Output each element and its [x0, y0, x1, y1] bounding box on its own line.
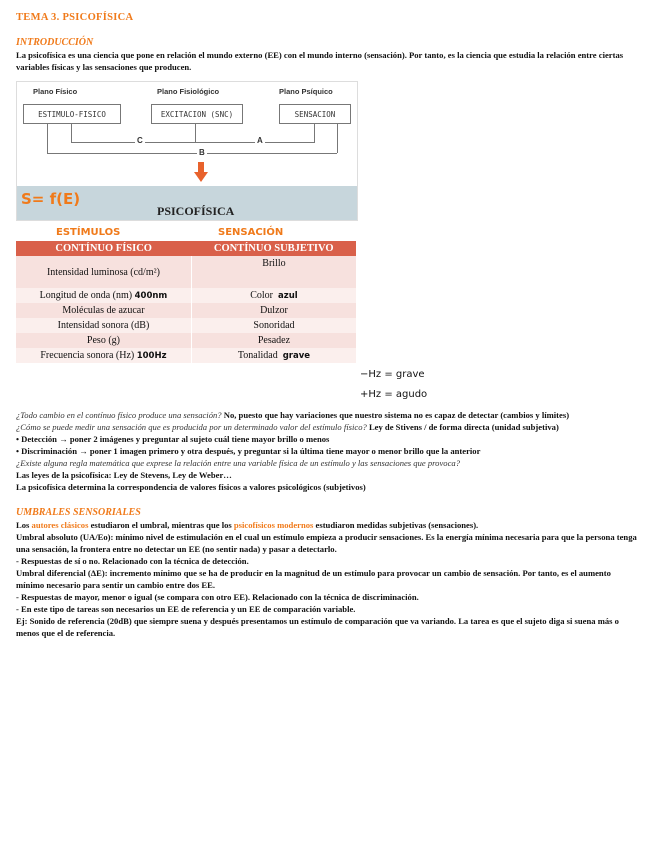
psychophysics-diagram [16, 81, 358, 221]
band-title: PSICOFÍSICA [157, 204, 235, 218]
table-cell [16, 348, 191, 363]
connector-line [314, 123, 315, 143]
handwritten-note: grave [282, 351, 311, 361]
table-cell: Intensidad luminosa (cd/m²) [16, 256, 191, 288]
answer-text: La psicofísica determina la correspondencia de valores físicos a valores psicológicos (subjetivos) [16, 482, 366, 492]
down-arrow-icon [194, 172, 208, 182]
table-cell: Pesadez [191, 333, 356, 348]
text-span: estudiaron medidas subjetivas (sensaciones). [313, 520, 479, 530]
box-excitacion: EXCITACION (SNC) [151, 104, 243, 124]
highlight-text: autores clásicos [31, 520, 89, 530]
bullet-item: • Detección → poner 2 imágenes y preguntar al sujeto cuál tiene mayor brillo o menos [16, 434, 330, 444]
formula: S= f(E) [21, 190, 81, 208]
connector-line [195, 123, 196, 143]
connector-line [71, 142, 196, 143]
cell-text: Longitud de onda (nm) [39, 290, 133, 301]
highlight-text: psicofísicos modernos [233, 520, 314, 530]
table-cell: Dulzor [191, 303, 356, 318]
connector-line [71, 123, 72, 143]
continuum-table-block [16, 227, 640, 407]
handwritten-note: 400nm [134, 291, 168, 301]
label-b: B [199, 148, 205, 157]
connector-line [337, 123, 338, 153]
table-header: CONTÍNUO FÍSICO [16, 241, 191, 256]
box-sensacion: SENSACION [279, 104, 351, 124]
table-row [16, 348, 356, 363]
list-item: - Respuestas de mayor, menor o igual (se compara con otro EE). Relacionado con la técnica de discriminación. [16, 592, 419, 602]
list-item: - Respuestas de sí o no. Relacionado con la técnica de detección. [16, 556, 249, 566]
questions-section [16, 409, 640, 493]
bullet-item: • Discriminación → poner 1 imagen primero y otra después, y preguntar si la última tiene mayor o menor brillo que la anterior [16, 446, 481, 456]
table-cell [191, 348, 356, 363]
text-span: Los [16, 520, 32, 530]
table-header-row [16, 241, 356, 256]
example-text: Ej: Sonido de referencia (20dB) que siempre suena y después presentamos un estímulo de comparación que va variando. La tarea es que el sujeto diga si suena más o menos que el de referencia. [16, 616, 619, 638]
table-row [16, 318, 356, 333]
table-header: CONTÍNUO SUBJETIVO [191, 241, 356, 256]
table-row [16, 256, 356, 288]
label-a: A [257, 136, 263, 145]
continuum-table [16, 241, 356, 363]
handwritten-note: 100Hz [136, 351, 167, 361]
table-cell [16, 288, 191, 303]
hand-label-sensacion: SENSACIÓN [218, 227, 284, 238]
table-row [16, 303, 356, 318]
intro-text: La psicofísica es una ciencia que pone en relación el mundo externo (EE) con el mundo interno (sensación). Por tanto, es la ciencia que estudia la relación entre ciertas variables físicas y las sensaciones que producen. [16, 50, 624, 72]
side-note: +Hz = agudo [360, 389, 428, 400]
side-note: −Hz = grave [360, 369, 425, 380]
table-cell: Sonoridad [191, 318, 356, 333]
answer-text: No, puesto que hay variaciones que nuestro sistema no es capaz de detectar (cambios y límites) [221, 410, 570, 420]
plane-psiquico-label: Plano Psíquico [279, 87, 333, 96]
table-cell: Brillo [191, 256, 356, 288]
table-cell [191, 288, 356, 303]
label-c: C [137, 136, 143, 145]
text-span: estudiaron el umbral, mientras que los [88, 520, 234, 530]
list-item: - En este tipo de tareas son necesarios un EE de referencia y un EE de comparación variable. [16, 604, 356, 614]
cell-text: Frecuencia sonora (Hz) [40, 350, 135, 361]
umbral-absoluto: Umbral absoluto (UA/Eo): mínimo nivel de estimulación en el cual un estímulo empieza a producir sensaciones. Es la energía mínima necesaria para que la persona tenga una sensación, la frontera entre no detectar un EE (no sentir nada) y pasar a detectarlo. [16, 532, 637, 554]
cell-text: Color [250, 290, 274, 301]
umbrales-intro [16, 519, 640, 531]
hand-label-estimulos: ESTÍMULOS [56, 227, 121, 238]
box-estimulo-fisico: ESTIMULO-FISICO [23, 104, 121, 124]
question-text: ¿Existe alguna regla matemática que exprese la relación entre una variable física de un estímulo y las sensaciones que provoca? [16, 458, 460, 468]
plane-fisico-label: Plano Físico [33, 87, 78, 96]
answer-text: Las leyes de la psicofísica: Ley de Stevens, Ley de Weber… [16, 470, 232, 480]
table-cell: Intensidad sonora (dB) [16, 318, 191, 333]
umbrales-heading: UMBRALES SENSORIALES [16, 507, 141, 518]
question-paragraph [16, 409, 640, 421]
table-cell: Peso (g) [16, 333, 191, 348]
connector-line [47, 153, 337, 154]
handwritten-note: azul [278, 291, 298, 301]
question-paragraph [16, 421, 640, 433]
intro-heading: INTRODUCCIÓN [16, 37, 94, 48]
document-title: TEMA 3. PSICOFÍSICA [16, 12, 134, 23]
question-text: ¿Todo cambio en el contínuo físico produce una sensación? [16, 410, 222, 420]
table-cell: Moléculas de azucar [16, 303, 191, 318]
question-text: ¿Cómo se puede medir una sensación que es producida por un determinado valor del estímulo físico? [16, 422, 367, 432]
plane-fisiologico-label: Plano Fisiológico [157, 87, 220, 96]
connector-line [47, 123, 48, 153]
cell-text: Tonalidad [237, 350, 278, 361]
table-row [16, 333, 356, 348]
answer-text: Ley de Stivens / de forma directa (unidad subjetiva) [366, 422, 559, 432]
umbral-diferencial: Umbral diferencial (ΔE): incremento mínimo que se ha de producir en la magnitud de un estímulo para provocar un cambio de sensación. Por tanto, es el aumento mínimo necesario para sentir un cambio entre dos EE. [16, 568, 611, 590]
table-row [16, 288, 356, 303]
document-page [16, 12, 640, 639]
